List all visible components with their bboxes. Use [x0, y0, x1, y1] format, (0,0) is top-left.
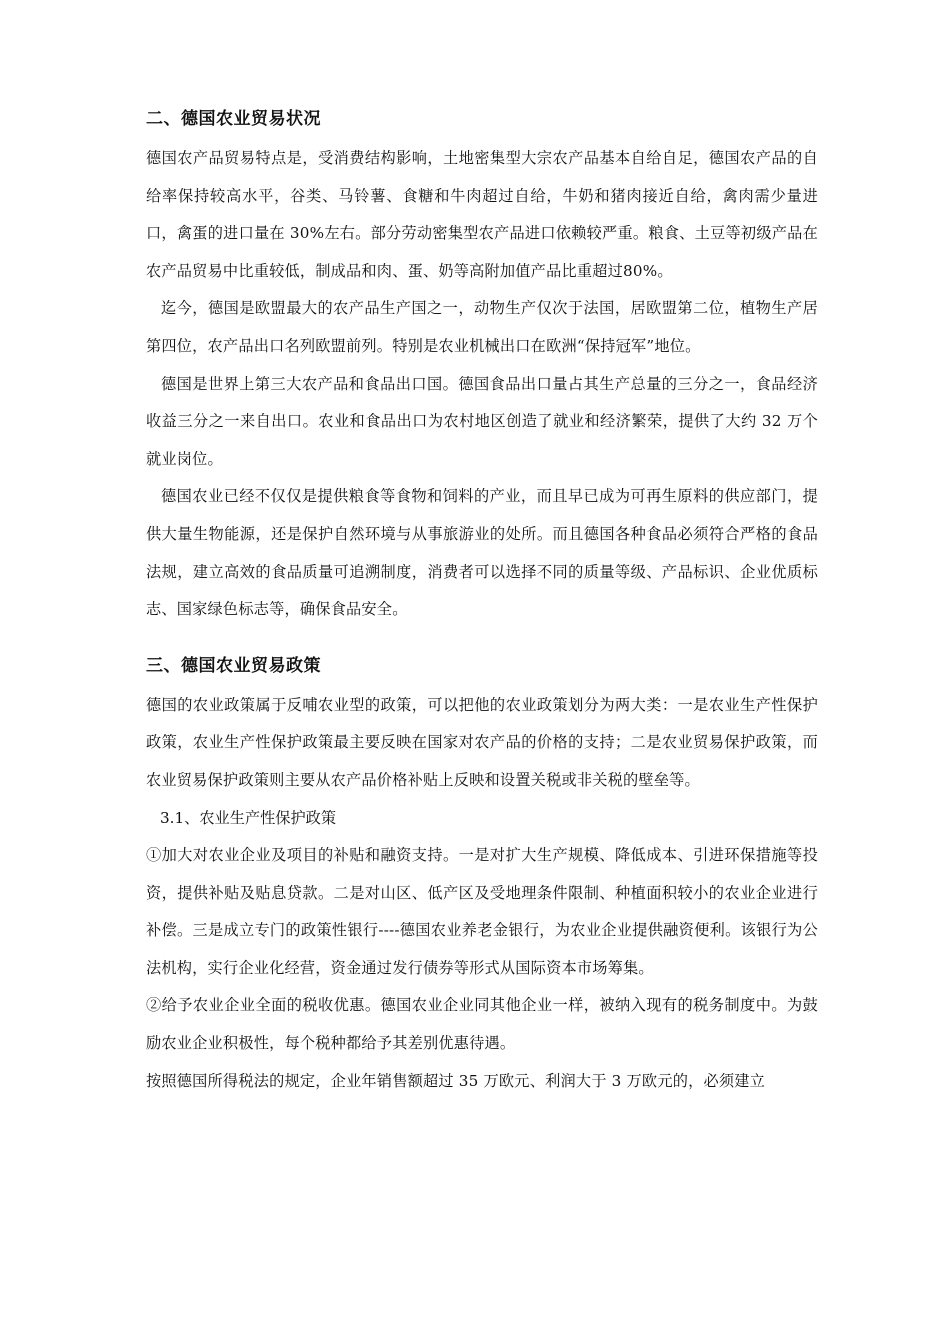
income-tax-paragraph: 按照德国所得税法的规定，企业年销售额超过 35 万欧元、利润大于 3 万欧元的，必须建立	[146, 1071, 766, 1090]
section-2-paragraph-3: 德国是世界上第三大农产品和食品出口国。德国食品出口量占其生产总量的三分之一，食品经济收益三分之一来自出口。农业和食品出口为农村地区创造了就业和经济繁荣，提供了大约 32 万个就业岗位。	[146, 374, 818, 468]
policy-item-2: ②给予农业企业全面的税收优惠。德国农业企业同其他企业一样，被纳入现有的税务制度中。为鼓励农业企业积极性，每个税种都给予其差别优惠待遇。	[146, 996, 818, 1053]
policy-item-1: ①加大对农业企业及项目的补贴和融资支持。一是对扩大生产规模、降低成本、引进环保措施等投资，提供补贴及贴息贷款。二是对山区、低产区及受地理条件限制、种植面积较小的农业企业进行补偿。三是成立专门的政策性银行----德国农业养老金银行，为农业企业提供融资便利。该银行为公法机构，实行企业化经营，资金通过发行债券等形式从国际资本市场筹集。	[146, 846, 818, 977]
section-2-paragraph-2: 迄今，德国是欧盟最大的农产品生产国之一，动物生产仅次于法国，居欧盟第二位，植物生产居第四位，农产品出口名列欧盟前列。特别是农业机械出口在欧洲“保持冠军”地位。	[146, 299, 818, 355]
section-3-intro-paragraph: 德国的农业政策属于反哺农业型的政策，可以把他的农业政策划分为两大类：一是农业生产性保护政策，农业生产性保护政策最主要反映在国家对农产品的价格的支持；二是农业贸易保护政策，而农业贸易保护政策则主要从农产品价格补贴上反映和设置关税或非关税的壁垒等。	[146, 695, 818, 789]
section-spacer	[146, 629, 818, 651]
document-page	[146, 104, 818, 1100]
section-2-paragraph-4: 德国农业已经不仅仅是提供粮食等食物和饲料的产业，而且早已成为可再生原料的供应部门，提供大量生物能源，还是保护自然环境与从事旅游业的处所。而且德国各种食品必须符合严格的食品法规，建立高效的食品质量可追溯制度，消费者可以选择不同的质量等级、产品标识、企业优质标志、国家绿色标志等，确保食品安全。	[146, 487, 818, 619]
section-3-heading: 三、德国农业贸易政策	[146, 655, 321, 676]
subsection-3-1-title: 3.1、农业生产性保护政策	[160, 808, 337, 827]
section-2-heading: 二、德国农业贸易状况	[146, 109, 321, 129]
section-2-paragraph-1: 德国农产品贸易特点是，受消费结构影响，土地密集型大宗农产品基本自给自足，德国农产品的自给率保持较高水平，谷类、马铃薯、食糖和牛肉超过自给，牛奶和猪肉接近自给，禽肉需少量进口，禽蛋的进口量在 30%左右。部分劳动密集型农产品进口依赖较严重。粮食、土豆等初级产品在农产品贸易中比重较低，制成品和肉、蛋、奶等高附加值产品比重超过80%。	[146, 149, 818, 280]
